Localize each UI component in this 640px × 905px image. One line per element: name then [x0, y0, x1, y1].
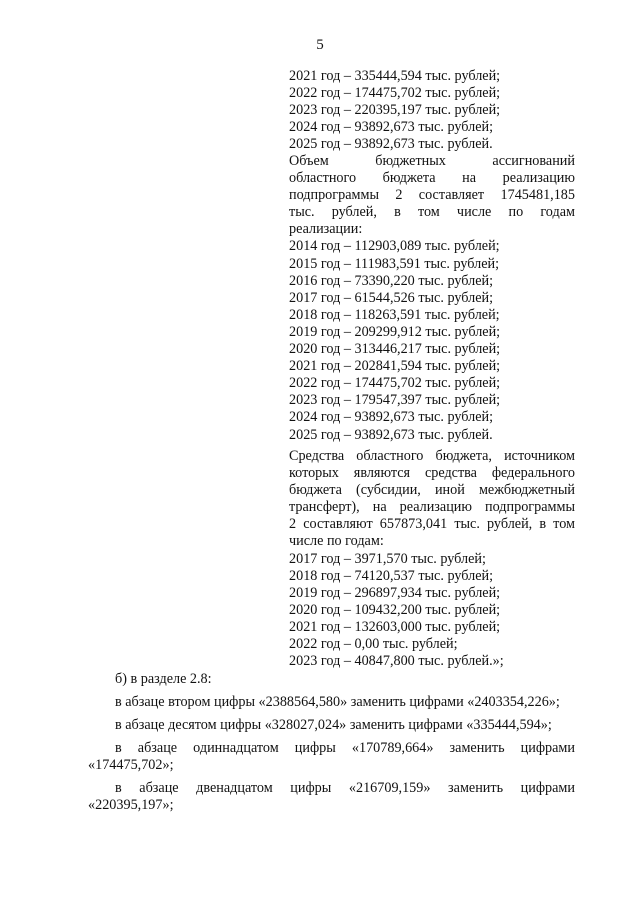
year-line: 2020 год – 313446,217 тыс. рублей; — [289, 341, 501, 358]
year-line: 2019 год – 296897,934 тыс. рублей; — [289, 584, 501, 601]
text-line: Объем бюджетных ассигнований — [289, 153, 575, 169]
year-line: 2024 год – 93892,673 тыс. рублей; — [289, 409, 494, 426]
amendment-paragraph: в абзаце одиннадцатом цифры «170789,664» заменить цифрами «174475,702»; — [88, 740, 575, 773]
text-line: тыс. рублей, в том числе по годам — [289, 204, 575, 221]
year-line: 2023 год – 179547,397 тыс. рублей; — [289, 392, 501, 409]
year-line: 2016 год – 73390,220 тыс. рублей; — [289, 272, 494, 289]
federal-funding-block — [289, 448, 575, 670]
text-line: 2 составляют 657873,041 тыс. рублей, в том — [289, 516, 575, 533]
year-line: 2018 год – 118263,591 тыс. рублей; — [289, 306, 500, 323]
year-line: 2023 год – 40847,800 тыс. рублей.»; — [289, 653, 504, 670]
amendment-paragraph: в абзаце втором цифры «2388564,580» заменить цифрами «2403354,226»; — [115, 694, 560, 710]
text-line: областного бюджета на реализацию — [289, 170, 575, 187]
text-line: подпрограммы 2 составляет 1745481,185 — [289, 187, 575, 204]
year-line: 2025 год – 93892,673 тыс. рублей. — [289, 426, 493, 443]
year-line: 2017 год – 3971,570 тыс. рублей; — [289, 550, 486, 567]
year-line: 2022 год – 0,00 тыс. рублей; — [289, 636, 458, 653]
amendment-paragraph: в абзаце десятом цифры «328027,024» заменить цифрами «335444,594»; — [115, 717, 552, 733]
year-line: 2018 год – 74120,537 тыс. рублей; — [289, 567, 494, 584]
text-line: Средства областного бюджета, источником — [289, 448, 575, 464]
year-line: 2020 год – 109432,200 тыс. рублей; — [289, 601, 501, 618]
text-line: трансферт), на реализацию подпрограммы — [289, 499, 575, 516]
amendment-paragraph: в абзаце двенадцатом цифры «216709,159» заменить цифрами «220395,197»; — [88, 780, 575, 813]
year-line: 2015 год – 111983,591 тыс. рублей; — [289, 255, 500, 272]
year-line: 2022 год – 174475,702 тыс. рублей; — [289, 85, 501, 102]
year-line: 2022 год – 174475,702 тыс. рублей; — [289, 375, 501, 392]
section-2-8-amendments — [88, 671, 575, 814]
year-line: 2023 год – 220395,197 тыс. рублей; — [289, 102, 501, 119]
year-line: 2021 год – 132603,000 тыс. рублей; — [289, 618, 501, 635]
year-line: 2024 год – 93892,673 тыс. рублей; — [289, 119, 494, 136]
year-line: 2021 год – 335444,594 тыс. рублей; — [289, 68, 501, 84]
text-line: числе по годам: — [289, 533, 384, 550]
year-line: 2021 год – 202841,594 тыс. рублей; — [289, 358, 501, 375]
text-line: реализации: — [289, 221, 363, 238]
year-line: 2025 год – 93892,673 тыс. рублей. — [289, 136, 493, 153]
funding-block-2021-2025 — [289, 68, 575, 153]
text-line: бюджета (субсидии, иной межбюджетный — [289, 482, 575, 499]
page-number: 5 — [316, 37, 324, 53]
year-line: 2014 год – 112903,089 тыс. рублей; — [289, 238, 500, 255]
year-line: 2017 год – 61544,526 тыс. рублей; — [289, 289, 494, 306]
text-line: которых являются средства федерального — [289, 465, 575, 482]
regional-budget-block — [289, 153, 575, 444]
year-line: 2019 год – 209299,912 тыс. рублей; — [289, 323, 501, 340]
section-heading: б) в разделе 2.8: — [115, 671, 212, 687]
